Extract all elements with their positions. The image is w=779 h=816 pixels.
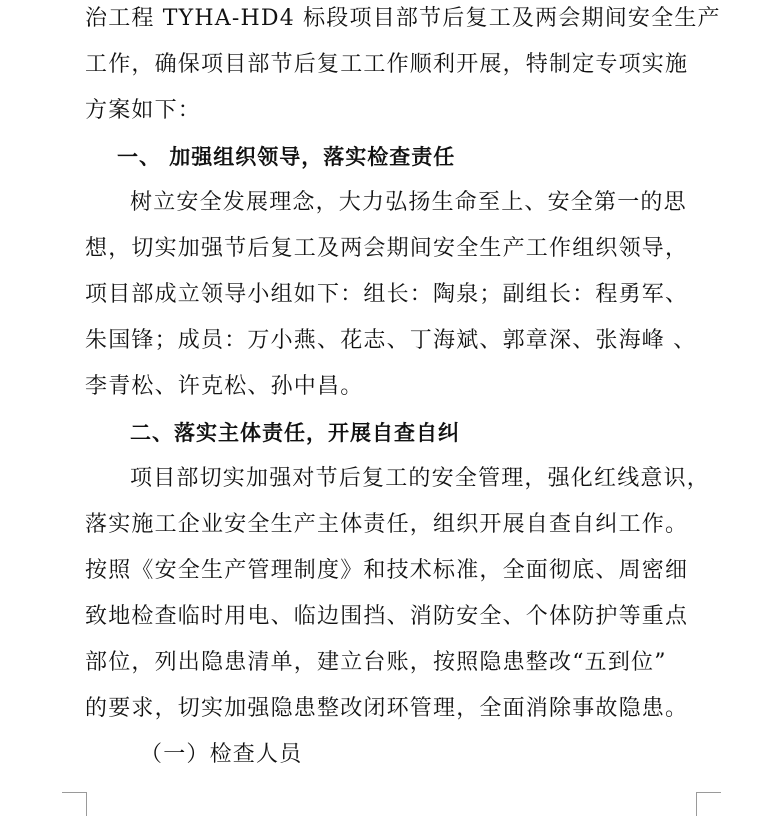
- paragraph-line: 的要求，切实加强隐患整改闭环管理，全面消除事故隐患。: [85, 696, 689, 721]
- section-heading-2: 二、落实主体责任，开展自查自纠: [130, 421, 460, 445]
- paragraph-line: 治工程 TYHA-HD4 标段项目部节后复工及两会期间安全生产: [85, 6, 721, 31]
- section-heading-1: 一、 加强组织领导，落实检查责任: [117, 145, 456, 169]
- paragraph-line: 方案如下：: [85, 98, 202, 123]
- subheading: （一）检查人员: [140, 742, 303, 767]
- page-margin-corner-right: [696, 792, 721, 816]
- paragraph-line: 朱国锋；成员：万小燕、花志、丁海斌、郭章深、张海峰 、: [85, 328, 697, 353]
- paragraph-line: 按照《安全生产管理制度》和技术标准，全面彻底、周密细: [85, 558, 689, 583]
- paragraph-line: 项目部切实加强对节后复工的安全管理，强化红线意识，: [130, 466, 711, 491]
- paragraph-line: 落实施工企业安全生产主体责任，组织开展自查自纠工作。: [85, 512, 689, 537]
- paragraph-line: 树立安全发展理念，大力弘扬生命至上、安全第一的思: [130, 190, 687, 215]
- paragraph-line: 致地检查临时用电、临边围挡、消防安全、个体防护等重点: [85, 604, 689, 629]
- paragraph-line: 项目部成立领导小组如下：组长：陶泉；副组长：程勇军、: [85, 282, 689, 307]
- paragraph-line: 李青松、许克松、孙中昌。: [85, 374, 364, 399]
- paragraph-line: 部位，列出隐患清单，建立台账，按照隐患整改“五到位”: [85, 650, 667, 675]
- paragraph-line: 工作，确保项目部节后复工工作顺利开展，特制定专项实施: [85, 52, 689, 77]
- paragraph-line: 想，切实加强节后复工及两会期间安全生产工作组织领导，: [85, 236, 689, 261]
- page-margin-corner-left: [62, 792, 87, 816]
